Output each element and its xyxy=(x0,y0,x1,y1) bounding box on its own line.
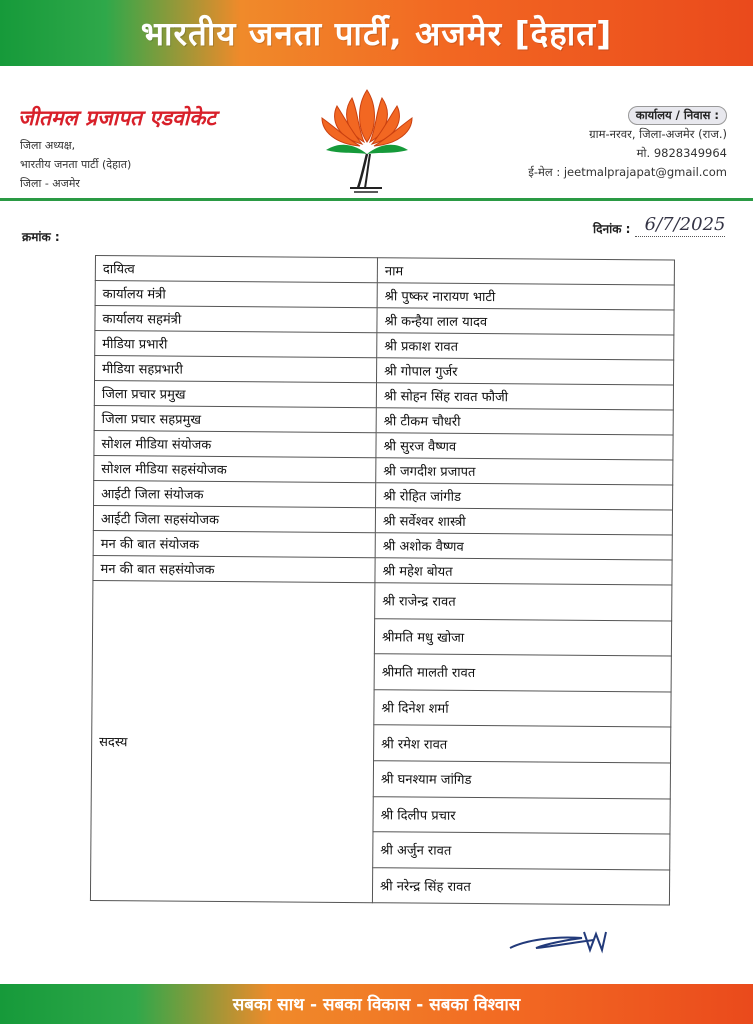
member-name-cell: श्री नरेन्द्र सिंह रावत xyxy=(372,867,669,905)
header-cell-duty: दायित्व xyxy=(95,256,377,283)
name-cell: श्री रोहित जांगीड xyxy=(376,483,673,510)
signature-mark xyxy=(506,926,618,956)
member-name-cell: श्री राजेन्द्र रावत xyxy=(375,583,672,621)
office-label: कार्यालय / निवास : xyxy=(628,106,727,125)
duty-cell: जिला प्रचार सहप्रमुख xyxy=(94,405,376,432)
duty-cell: कार्यालय सहमंत्री xyxy=(95,306,377,333)
president-name: जीतमल प्रजापत एडवोकेट xyxy=(18,106,216,130)
name-cell: श्री कन्हैया लाल यादव xyxy=(377,308,674,335)
member-name-cell: श्री घनश्याम जांगिड xyxy=(373,761,670,799)
letterhead xyxy=(0,66,753,204)
date-line xyxy=(635,214,726,237)
name-cell: श्री टीकम चौधरी xyxy=(376,408,673,435)
member-name-cell: श्रीमति मधु खोजा xyxy=(374,618,671,656)
contact-block xyxy=(528,106,727,182)
date-field xyxy=(593,214,726,237)
slogan: सबका साथ - सबका विकास - सबका विश्वास xyxy=(232,995,521,1015)
bottom-banner xyxy=(0,984,753,1024)
duty-cell: कार्यालय मंत्री xyxy=(95,281,377,308)
header-cell-name: नाम xyxy=(377,258,674,285)
name-cell: श्री पुष्कर नारायण भाटी xyxy=(377,283,674,310)
email-address: ई-मेल : jeetmalprajapat@gmail.com xyxy=(528,165,727,179)
date-label: दिनांक : xyxy=(593,222,631,236)
member-name-cell: श्री दिनेश शर्मा xyxy=(374,689,671,727)
responsibility-table xyxy=(90,255,675,906)
name-cell: श्री सर्वेश्वर शास्त्री xyxy=(375,508,672,535)
members-label-cell: सदस्य xyxy=(90,580,375,903)
duty-cell: सोशल मीडिया संयोजक xyxy=(94,430,376,457)
designation-line: जिला अध्यक्ष, xyxy=(20,139,76,152)
phone-number: मो. 9828349964 xyxy=(636,146,727,160)
duty-cell: जिला प्रचार प्रमुख xyxy=(94,381,376,408)
reference-number-label: क्रमांक : xyxy=(22,230,60,244)
designation-line: भारतीय जनता पार्टी (देहात) xyxy=(20,158,132,171)
member-name-cell: श्री रमेश रावत xyxy=(374,725,671,763)
name-cell: श्री प्रकाश रावत xyxy=(377,333,674,360)
duty-cell: आईटी जिला सहसंयोजक xyxy=(93,505,375,532)
address: ग्राम-नरवर, जिला-अजमेर (राज.) xyxy=(589,127,727,141)
duty-cell: मन की बात संयोजक xyxy=(93,530,375,557)
name-cell: श्री जगदीश प्रजापत xyxy=(376,458,673,485)
name-cell: श्री अशोक वैष्णव xyxy=(375,533,672,560)
name-cell: श्री गोपाल गुर्जर xyxy=(377,358,674,385)
party-title: भारतीय जनता पार्टी, अजमेर [देहात] xyxy=(140,14,613,53)
name-cell: श्री सोहन सिंह रावत फौजी xyxy=(376,383,673,410)
top-banner xyxy=(0,0,753,66)
member-name-cell: श्रीमति मालती रावत xyxy=(374,654,671,692)
member-row xyxy=(93,580,672,620)
name-cell: श्री महेश बोयत xyxy=(375,558,672,585)
designation-block xyxy=(20,136,131,193)
duty-cell: मीडिया प्रभारी xyxy=(95,331,377,358)
member-name-cell: श्री दिलीप प्रचार xyxy=(373,796,670,834)
header-divider xyxy=(0,198,753,201)
duty-cell: सोशल मीडिया सहसंयोजक xyxy=(94,455,376,482)
name-cell: श्री सुरज वैष्णव xyxy=(376,433,673,460)
member-name-cell: श्री अर्जुन रावत xyxy=(373,832,670,870)
designation-line: जिला - अजमेर xyxy=(20,177,80,190)
lotus-icon xyxy=(312,80,422,196)
duty-cell: आईटी जिला संयोजक xyxy=(94,480,376,507)
handwritten-date: 6/7/2025 xyxy=(644,214,726,235)
duty-cell: मीडिया सहप्रभारी xyxy=(95,356,377,383)
duty-cell: मन की बात सहसंयोजक xyxy=(93,555,375,582)
